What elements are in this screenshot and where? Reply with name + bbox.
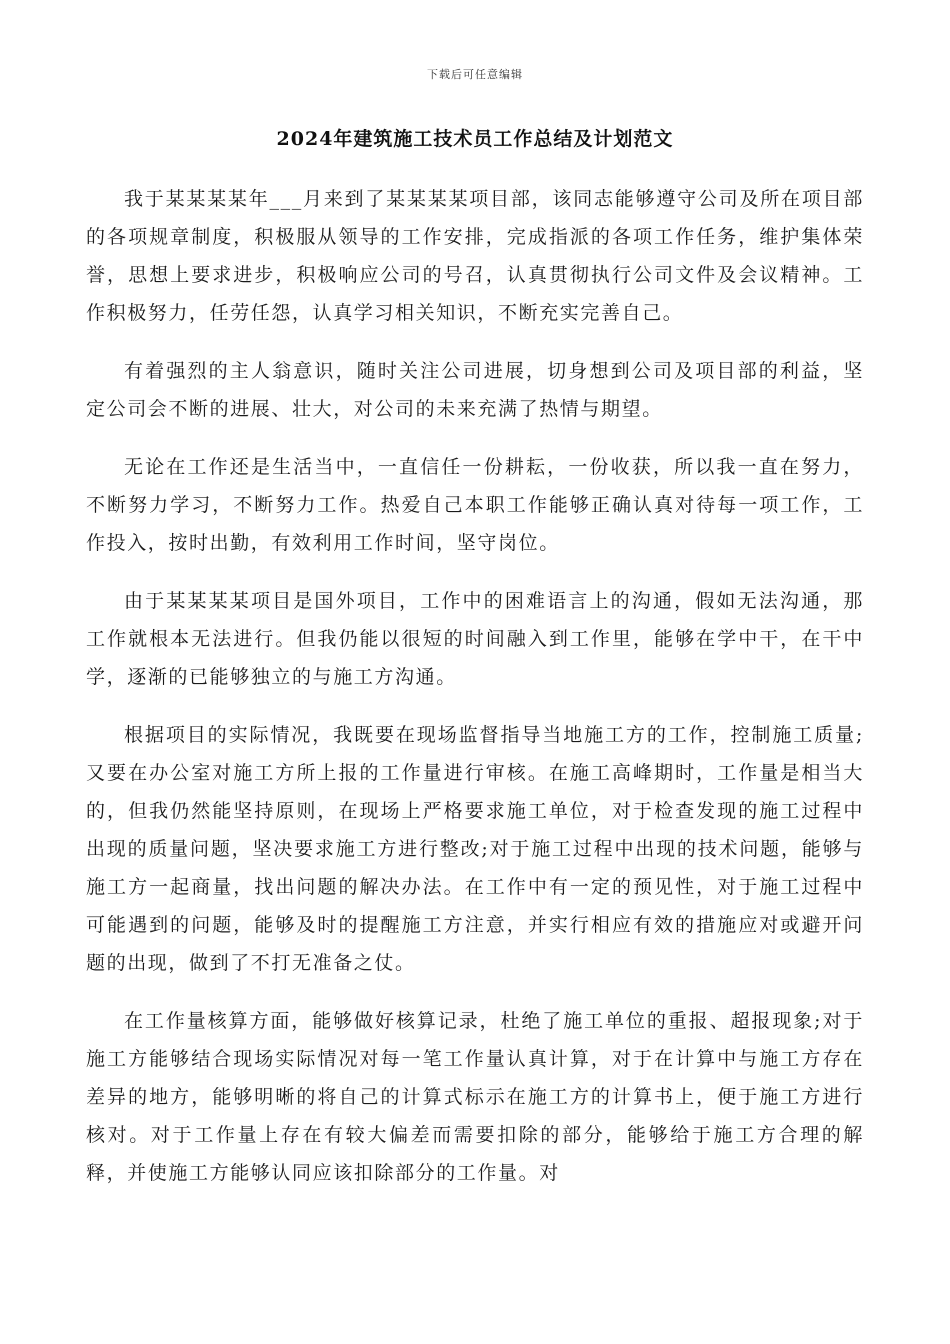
- paragraph: 无论在工作还是生活当中，一直信任一份耕耘，一份收获，所以我一直在努力，不断努力学习，不断努力工作。热爱自己本职工作能够正确认真对待每一项工作，工作投入，按时出勤，有效利用工作时间，坚守岗位。: [86, 456, 864, 554]
- paragraph: 在工作量核算方面，能够做好核算记录，杜绝了施工单位的重报、超报现象;对于施工方能够结合现场实际情况对每一笔工作量认真计算，对于在计算中与施工方存在差异的地方，能够明晰的将自己的计算式标示在施工方的计算书上，便于施工方进行核对。对于工作量上存在有较大偏差而需要扣除的部分，能够给于施工方合理的解释，并使施工方能够认同应该扣除部分的工作量。对: [86, 1010, 864, 1184]
- paragraph: 有着强烈的主人翁意识，随时关注公司进展，切身想到公司及项目部的利益，坚定公司会不断的进展、壮大，对公司的未来充满了热情与期望。: [86, 360, 864, 420]
- header-note: 下载后可任意编辑: [427, 68, 523, 81]
- paragraph: 我于某某某某年___月来到了某某某某项目部，该同志能够遵守公司及所在项目部的各项规章制度，积极服从领导的工作安排，完成指派的各项工作任务，维护集体荣誉，思想上要求进步，积极响应公司的号召，认真贯彻执行公司文件及会议精神。工作积极努力，任劳任怨，认真学习相关知识，不断充实完善自己。: [86, 188, 864, 324]
- paragraph: 根据项目的实际情况，我既要在现场监督指导当地施工方的工作，控制施工质量;又要在办公室对施工方所上报的工作量进行审核。在施工高峰期时，工作量是相当大的，但我仍然能坚持原则，在现场上严格要求施工单位，对于检查发现的施工过程中出现的质量问题，坚决要求施工方进行整改;对于施工过程中出现的技术问题，能够与施工方一起商量，找出问题的解决办法。在工作中有一定的预见性，对于施工过程中可能遇到的问题，能够及时的提醒施工方注意，并实行相应有效的措施应对或避开问题的出现，做到了不打无准备之仗。: [86, 724, 864, 974]
- document-body: [86, 180, 864, 1212]
- paragraph: 由于某某某某项目是国外项目，工作中的困难语言上的沟通，假如无法沟通，那工作就根本无法进行。但我仍能以很短的时间融入到工作里，能够在学中干，在干中学，逐渐的已能够独立的与施工方沟通。: [86, 590, 864, 688]
- document-title: 2024年建筑施工技术员工作总结及计划范文: [276, 128, 674, 150]
